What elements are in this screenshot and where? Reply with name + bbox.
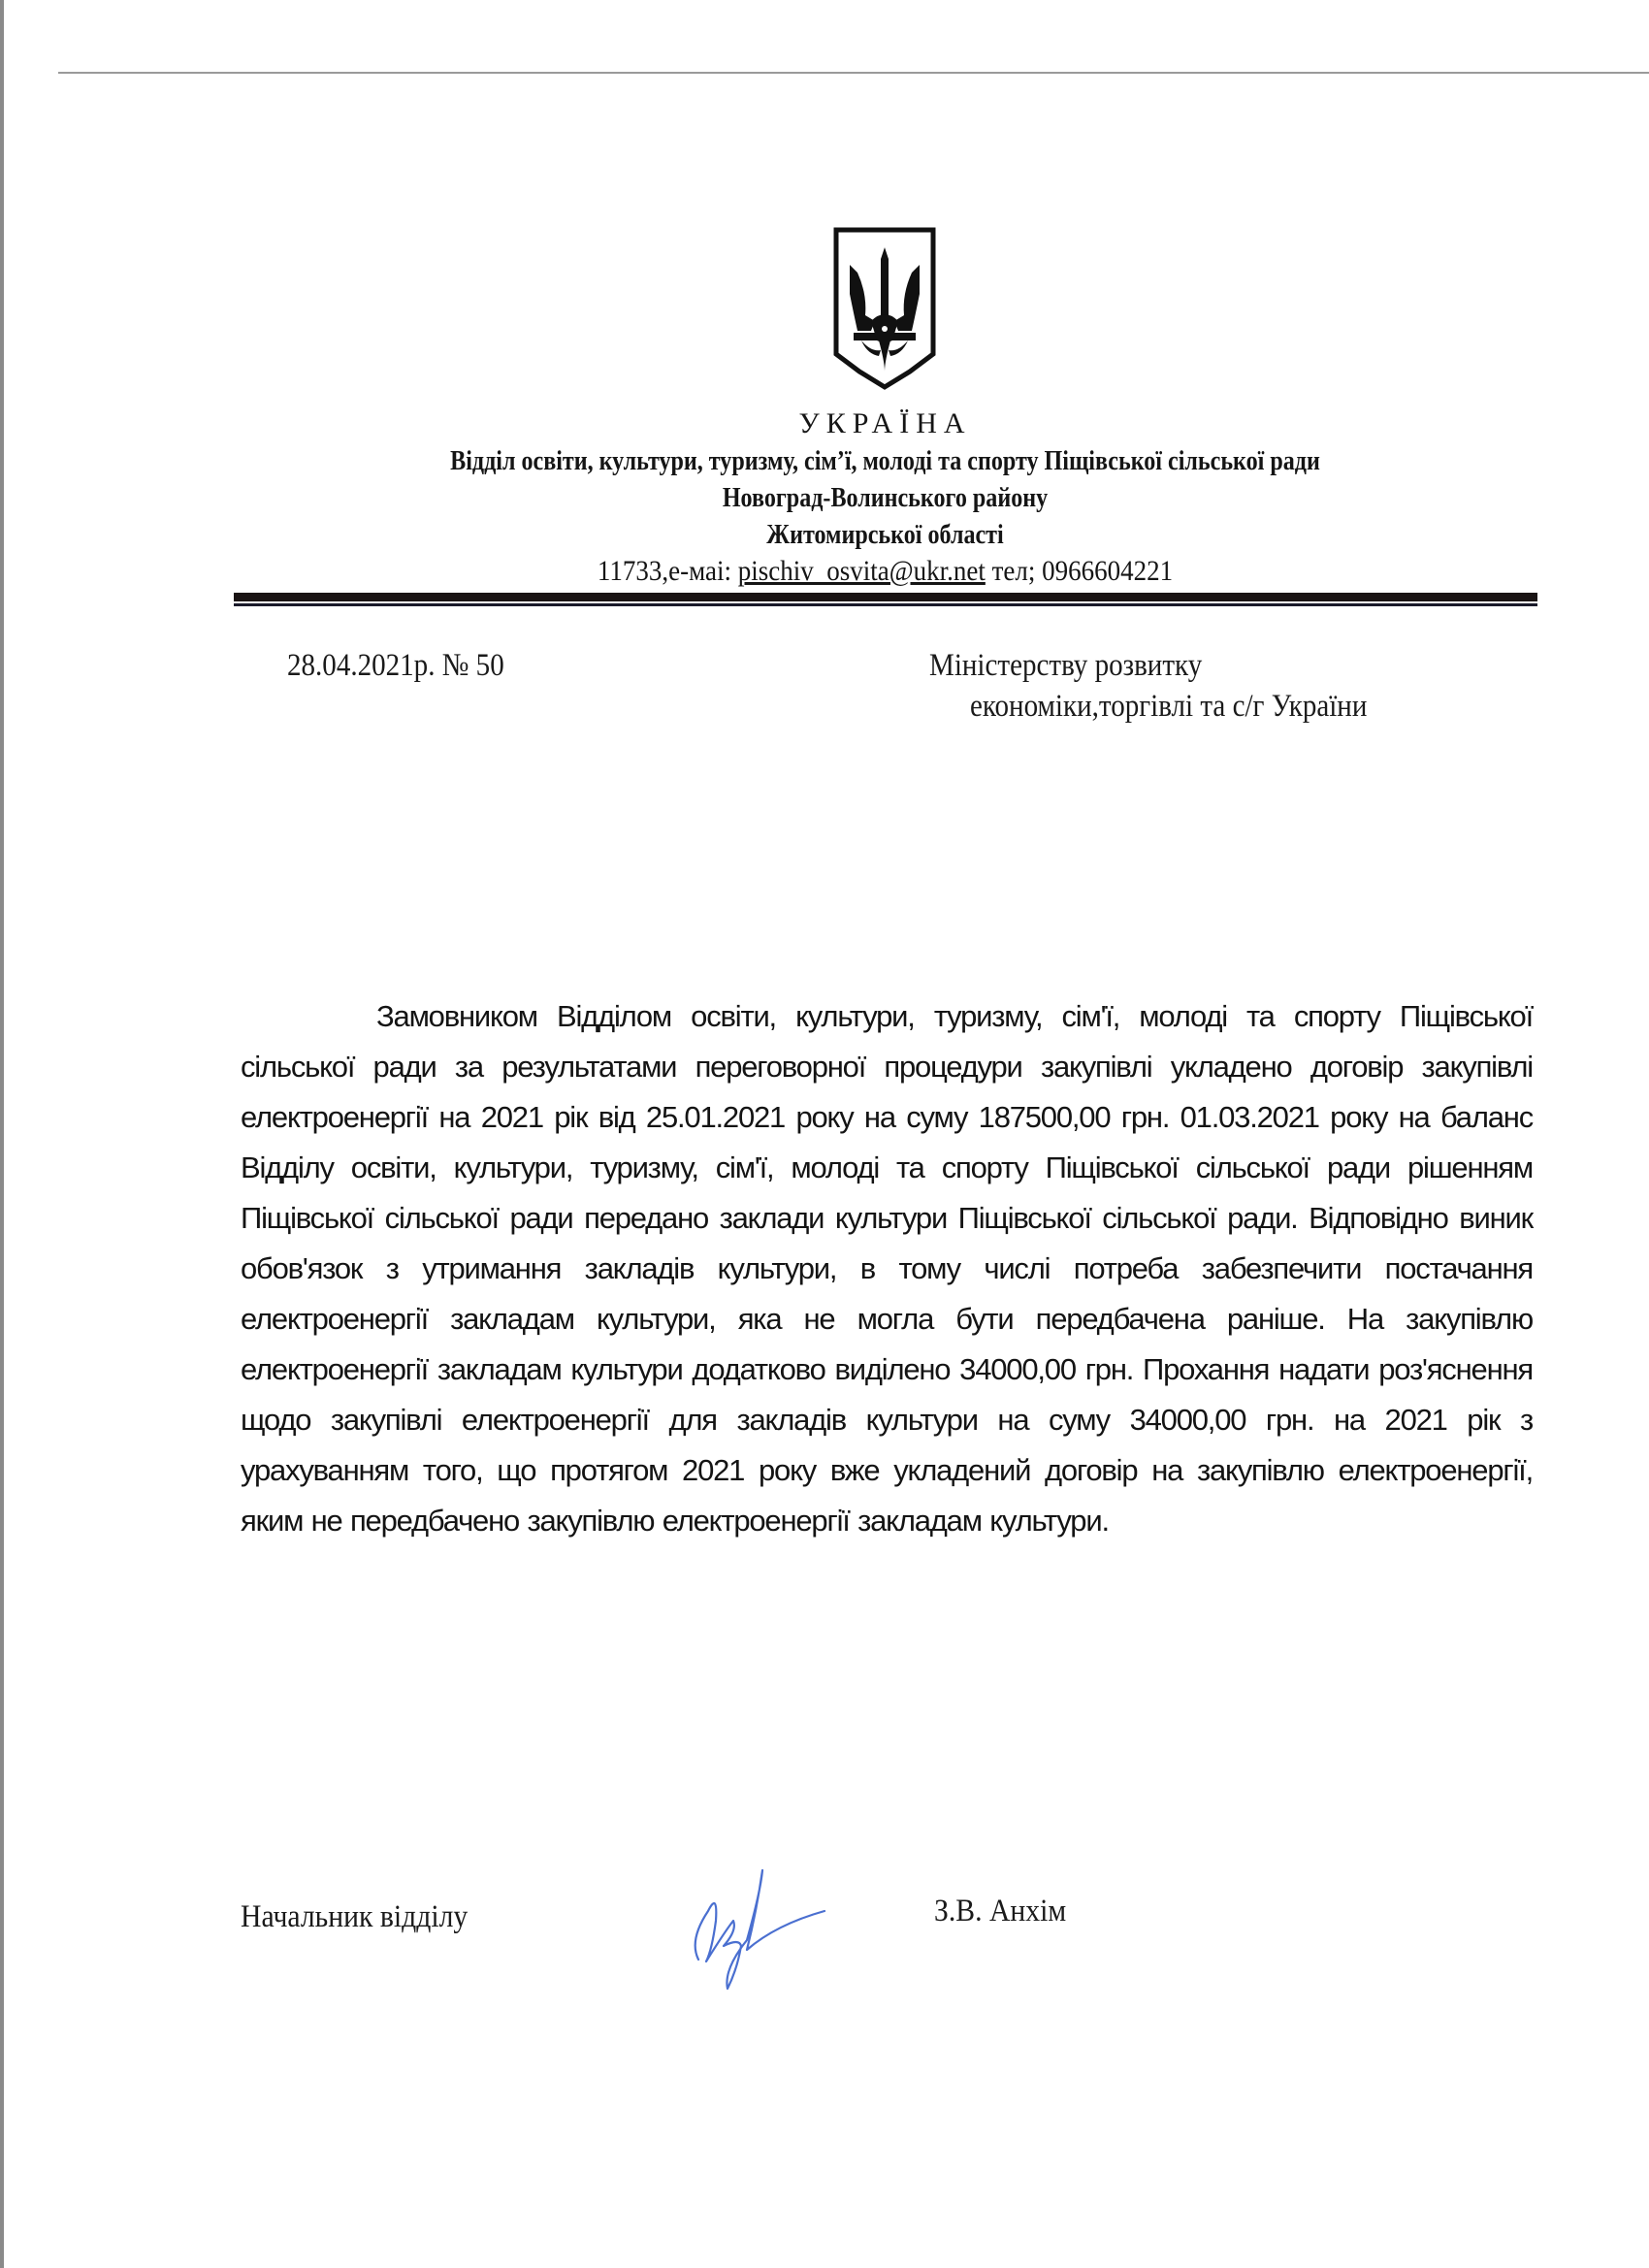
contact-phone: тел; 0966604221 — [985, 555, 1174, 587]
scan-top-line — [58, 72, 1649, 74]
recipient-line-2: економіки,торгівлі та с/г України — [970, 689, 1368, 724]
org-name-line-1: Відділ освіти, культури, туризму, сім’ї, молоді та спорту Піщівської сільської ради — [450, 446, 1320, 476]
scan-edge-shadow — [0, 0, 4, 2268]
org-name-line-2: Новоград-Волинського району — [722, 483, 1049, 513]
contact-line — [298, 555, 1472, 588]
contact-postcode: 11733,е-маі: — [597, 555, 738, 587]
body-paragraph: Замовником Відділом освіти, культури, туризму, сім'ї, молоді та спорту Піщівської сільської ради за результатами переговорної процедури закупівлі укладено договір закупівлі електроенергії на 2021 рік від 25.01.2021 року на суму 187500,00 грн. 01.03.2021 року на баланс Відділу освіти, культури, туризму, сім'ї, молоді та спорту Піщівської сільської ради рішенням Піщівської сільської ради передано заклади культури Піщівської сільської ради. Відповідно виник обов'язок з утримання закладів культури, в тому числі потреба забезпечити постачання електроенергії закладам культури, яка не могла бути передбачена раніше. На закупівлю електроенергії закладам культури додатково виділено 34000,00 грн. Прохання надати роз'яснення щодо закупівлі електроенергії для закладів культури на суму 34000,00 грн. на 2021 рік з урахуванням того, що протягом 2021 року вже укладений договір на закупівлю електроенергії, яким не передбачено закупівлю електроенергії закладам культури. — [241, 999, 1533, 1538]
recipient-line-1: Міністерству розвитку — [929, 648, 1203, 683]
email-link[interactable]: pischiv_osvita@ukr.net — [737, 555, 986, 587]
coat-of-arms-icon — [832, 226, 937, 391]
signatory-title: Начальник відділу — [241, 1899, 469, 1934]
signatory-name: З.В. Анхім — [934, 1894, 1067, 1928]
handwritten-signature-icon — [679, 1853, 834, 1998]
letter-body — [241, 991, 1533, 1546]
letter-date-number: 28.04.2021р. № 50 — [287, 648, 504, 683]
header-divider-thick — [234, 593, 1537, 601]
org-name-line-3: Житомирської області — [766, 520, 1004, 550]
country-heading: УКРАЇНА — [798, 407, 972, 439]
header-divider-thin — [234, 603, 1537, 606]
